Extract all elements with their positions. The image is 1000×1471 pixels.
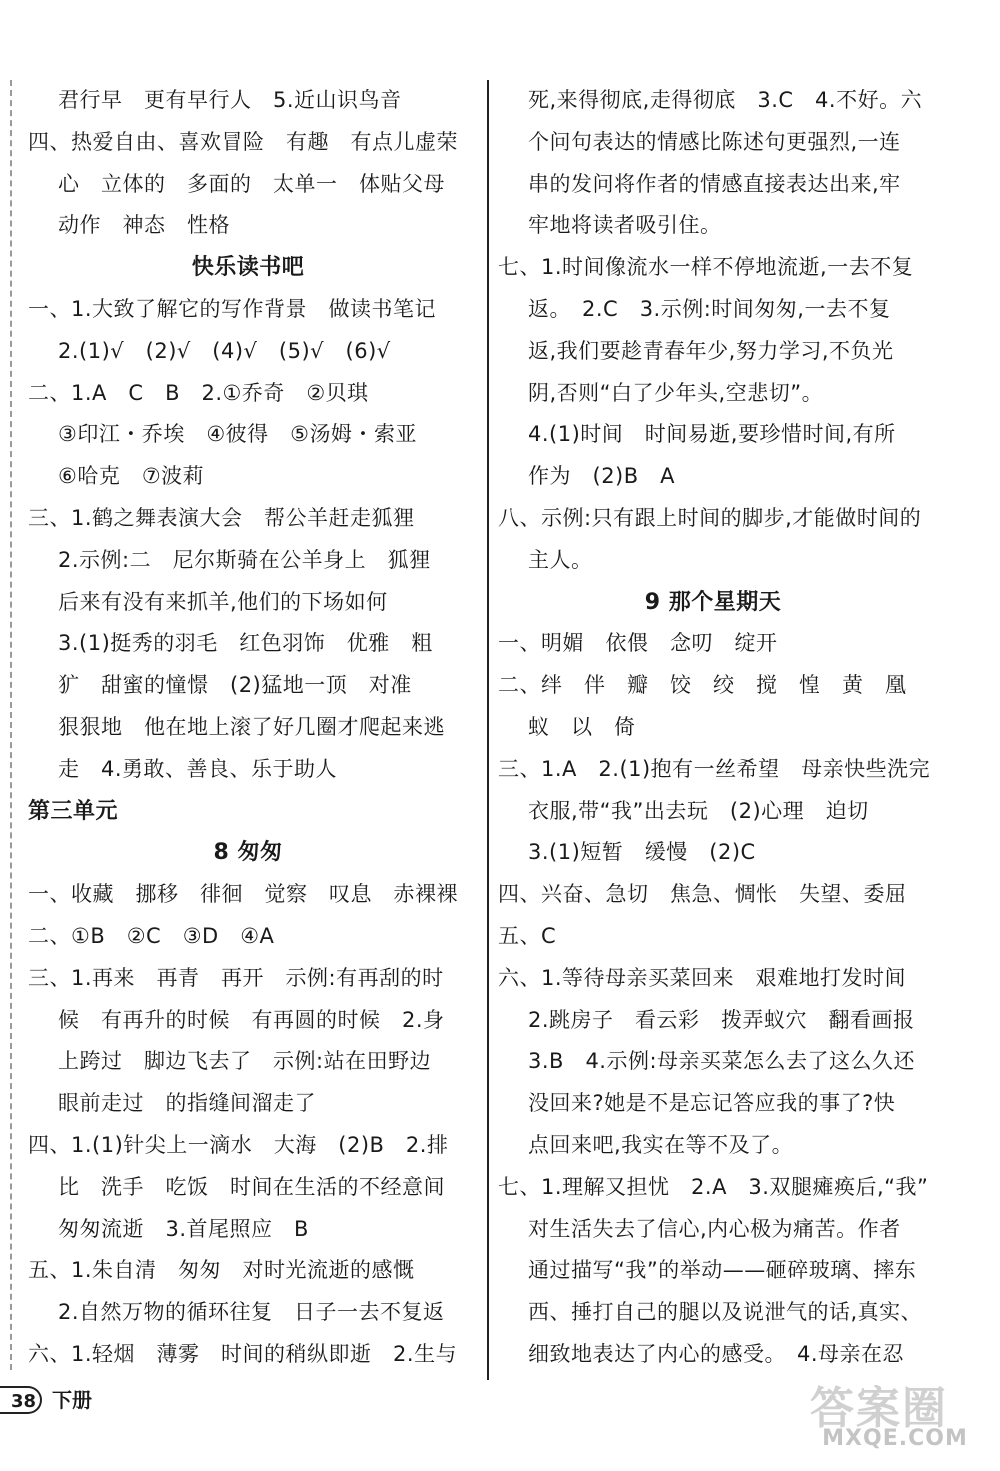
text-line: 四、热爱自由、喜欢冒险 有趣 有点儿虚荣 <box>28 129 458 154</box>
text-line: 上跨过 脚边飞去了 示例:站在田野边 <box>58 1049 432 1074</box>
lesson-title-9: 9 那个星期天 <box>644 589 782 615</box>
section-title-reading: 快乐读书吧 <box>191 255 305 281</box>
text-line: 返,我们要趁青春年少,努力学习,不负光 <box>528 338 894 363</box>
text-line: 七、1.理解又担忧 2.A 3.双腿瘫痪后,“我” <box>498 1174 929 1199</box>
text-line: 四、1.(1)针尖上一滴水 大海 (2)B 2.排 <box>28 1132 449 1157</box>
text-line: 后来有没有来抓羊,他们的下场如何 <box>58 589 388 614</box>
text-line: 死,来得彻底,走得彻底 3.C 4.不好。六 <box>528 88 923 112</box>
text-line: 心 立体的 多面的 太单一 体贴父母 <box>58 171 445 196</box>
text-line: 一、明媚 依偎 念叨 绽开 <box>498 631 778 656</box>
text-line: 三、1.A 2.(1)抱有一丝希望 母亲快些洗完 <box>498 756 931 781</box>
text-line: 2.示例:二 尼尔斯骑在公羊身上 狐狸 <box>58 547 431 572</box>
text-line: ⑥哈克 ⑦波莉 <box>58 464 205 489</box>
text-line: 返。 2.C 3.示例:时间匆匆,一去不复 <box>528 296 891 321</box>
text-line: 一、收藏 挪移 徘徊 觉察 叹息 赤裸裸 <box>28 882 458 907</box>
text-line: 点回来吧,我实在等不及了。 <box>528 1132 794 1157</box>
text-line: 二、1.A C B 2.①乔奇 ②贝琪 <box>28 380 369 405</box>
text-line: 二、①B ②C ③D ④A <box>28 923 275 948</box>
watermark-logo <box>800 1372 990 1464</box>
page-footer <box>0 1382 200 1418</box>
right-column <box>498 80 931 1376</box>
text-line: 犷 甜蜜的憧憬 (2)猛地一顶 对准 <box>58 673 412 698</box>
text-line: 作为 (2)B A <box>528 464 676 489</box>
text-line: 二、绊 伴 瓣 饺 绞 搅 惶 黄 凰 <box>498 673 907 698</box>
text-line: 3.(1)挺秀的羽毛 红色羽饰 优雅 粗 <box>58 631 433 656</box>
text-line: 三、1.再来 再青 再开 示例:有再刮的时 <box>28 965 444 990</box>
text-line: 匆匆流逝 3.首尾照应 B <box>58 1216 309 1241</box>
page-number: 38 <box>0 1386 42 1414</box>
text-line: 眼前走过 的指缝间溜走了 <box>58 1091 316 1116</box>
text-line: 比 洗手 吃饭 时间在生活的不经意间 <box>58 1174 445 1199</box>
text-line: 没回来?她是不是忘记答应我的事了?快 <box>528 1091 896 1116</box>
text-line: 阴,否则“白了少年头,空悲切”。 <box>528 380 824 405</box>
watermark-cn: 答案圈 <box>810 1383 948 1434</box>
text-line: 西、捶打自己的腿以及说泄气的话,真实、 <box>528 1300 923 1325</box>
text-line: 2.跳房子 看云彩 拨弄蚁穴 翻看画报 <box>528 1007 915 1032</box>
text-line: 2.(1)√ (2)√ (4)√ (5)√ (6)√ <box>58 338 391 363</box>
text-line: 一、1.大致了解它的写作背景 做读书笔记 <box>28 296 437 321</box>
text-line: 个问句表达的情感比陈述句更强烈,一连 <box>528 129 901 154</box>
watermark-url: MXQE.COM <box>822 1426 968 1451</box>
text-line: 通过描写“我”的举动——砸碎玻璃、摔东 <box>528 1258 917 1283</box>
text-line: 3.(1)短暂 缓慢 (2)C <box>528 840 756 865</box>
text-line: 主人。 <box>528 547 593 572</box>
binding-dashed-line <box>10 80 12 1370</box>
text-line: 狠狠地 他在地上滚了好几圈才爬起来逃 <box>58 714 445 739</box>
text-line: 三、1.鹤之舞表演大会 帮公羊赶走狐狸 <box>28 505 415 530</box>
column-divider <box>487 80 489 1380</box>
text-line: 4.(1)时间 时间易逝,要珍惜时间,有所 <box>528 422 896 447</box>
text-line: 四、兴奋、急切 焦急、惆怅 失望、委屈 <box>498 882 907 907</box>
text-line: 八、示例:只有跟上时间的脚步,才能做时间的 <box>498 505 922 530</box>
text-line: 牢地将读者吸引住。 <box>528 213 722 238</box>
text-line: 候 有再升的时候 有再圆的时候 2.身 <box>58 1007 445 1032</box>
volume-label: 下册 <box>52 1388 92 1412</box>
lesson-title-8: 8 匆匆 <box>213 840 283 866</box>
text-line: 五、C <box>498 923 557 948</box>
text-line: 衣服,带“我”出去玩 (2)心理 迫切 <box>528 798 869 823</box>
unit-heading: 第三单元 <box>28 798 119 824</box>
text-line: 七、1.时间像流水一样不停地流逝,一去不复 <box>498 255 914 280</box>
text-line: 动作 神态 性格 <box>58 213 230 238</box>
left-column <box>28 80 468 1376</box>
text-line: 君行早 更有早行人 5.近山识鸟音 <box>58 88 402 112</box>
text-line: 细致地表达了内心的感受。 4.母亲在忍 <box>528 1341 905 1366</box>
text-line: 串的发问将作者的情感直接表达出来,牢 <box>528 171 901 196</box>
text-line: 蚁 以 倚 <box>528 714 636 739</box>
text-line: 3.B 4.示例:母亲买菜怎么去了这么久还 <box>528 1049 916 1074</box>
text-line: 对生活失去了信心,内心极为痛苦。作者 <box>528 1216 901 1241</box>
text-line: 2.自然万物的循环往复 日子一去不复返 <box>58 1300 445 1325</box>
text-line: ③印江・乔埃 ④彼得 ⑤汤姆・索亚 <box>58 422 417 447</box>
text-line: 六、1.等待母亲买菜回来 艰难地打发时间 <box>498 965 907 990</box>
text-line: 五、1.朱自清 匆匆 对时光流逝的感慨 <box>28 1258 415 1283</box>
text-line: 六、1.轻烟 薄雾 时间的稍纵即逝 2.生与 <box>28 1341 458 1366</box>
text-line: 走 4.勇敢、善良、乐于助人 <box>58 756 338 781</box>
